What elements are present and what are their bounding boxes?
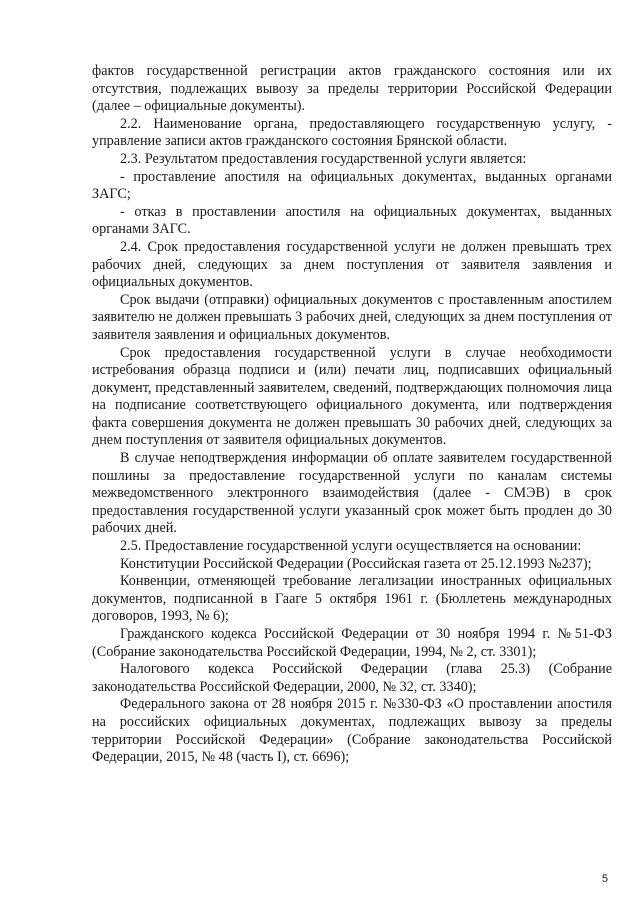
paragraph-extended-term: Срок предоставления государственной услуги в случае необходимости истребования образца подписи и (или) печати лиц, подписавших официальный документ, представленный заявителем, сведений, подтверждающих полномочия лица на подписание соответствующего официального документа, или подтверждения факта совершения документа не должен превышать 30 рабочих дней, следующих за днем поступления от заявителя официальных документов. [92, 344, 612, 449]
paragraph-2-5: 2.5. Предоставление государственной услуги осуществляется на основании: [120, 538, 582, 555]
paragraph-2-3: 2.3. Результатом предоставления государственной услуги является: [120, 150, 527, 167]
paragraph-smev: В случае неподтверждения информации об оплате заявителем государственной пошлины за предоставление государственной услуги по каналам системы межведомственного электронного взаимодействия (далее - СМЭВ) в срок предоставления государственной услуги указанный срок может быть продлен до 30 рабочих дней. [92, 450, 612, 537]
document-body [92, 63, 612, 767]
legal-basis-convention: Конвенции, отменяющей требование легализации иностранных официальных документов, подписанной в Гааге 5 октября 1961 г. (Бюллетень международных договоров, 1993, № 6); [92, 573, 612, 625]
legal-basis-constitution: Конституции Российской Федерации (Российская газета от 25.12.1993 №237); [120, 555, 592, 572]
legal-basis-civil-code: Гражданского кодекса Российской Федерации от 30 ноября 1994 г. №51-ФЗ (Собрание законодательства Российской Федерации, 1994, № 2, ст. 3301); [92, 626, 612, 660]
page-number: 5 [601, 873, 608, 885]
paragraph-2-2: 2.2. Наименование органа, предоставляющего государственную услугу, - управление записи актов гражданского состояния Брянской области. [92, 115, 612, 150]
list-item-refusal: - отказ в проставлении апостиля на официальных документах, выданных органами ЗАГС. [92, 203, 612, 238]
paragraph-issue-term: Срок выдачи (отправки) официальных документов с проставленным апостилем заявителю не должен превышать 3 рабочих дней, следующих за днем поступления от заявителя заявления и официальных документов. [92, 291, 612, 343]
legal-basis-tax-code: Налогового кодекса Российской Федерации (глава 25.3) (Собрание законодательства Российской Федерации, 2000, № 32, ст. 3340); [92, 661, 612, 695]
legal-basis-federal-law: Федерального закона от 28 ноября 2015 г. №330-ФЗ «О проставлении апостиля на российских официальных документах, подлежащих вывозу за пределы территории Российской Федерации» (Собрание законодательства Российской Федерации, 2015, № 48 (часть I), ст. 6696); [92, 696, 612, 766]
paragraph-2-4: 2.4. Срок предоставления государственной услуги не должен превышать трех рабочих дней, следующих за днем поступления от заявителя заявления и официальных документов. [92, 238, 612, 291]
paragraph-continuation: фактов государственной регистрации актов гражданского состояния или их отсутствия, подлежащих вывозу за пределы территории Российской Федерации (далее – официальные документы). [92, 63, 612, 115]
list-item-apostille: - проставление апостиля на официальных документах, выданных органами ЗАГС; [92, 168, 612, 203]
